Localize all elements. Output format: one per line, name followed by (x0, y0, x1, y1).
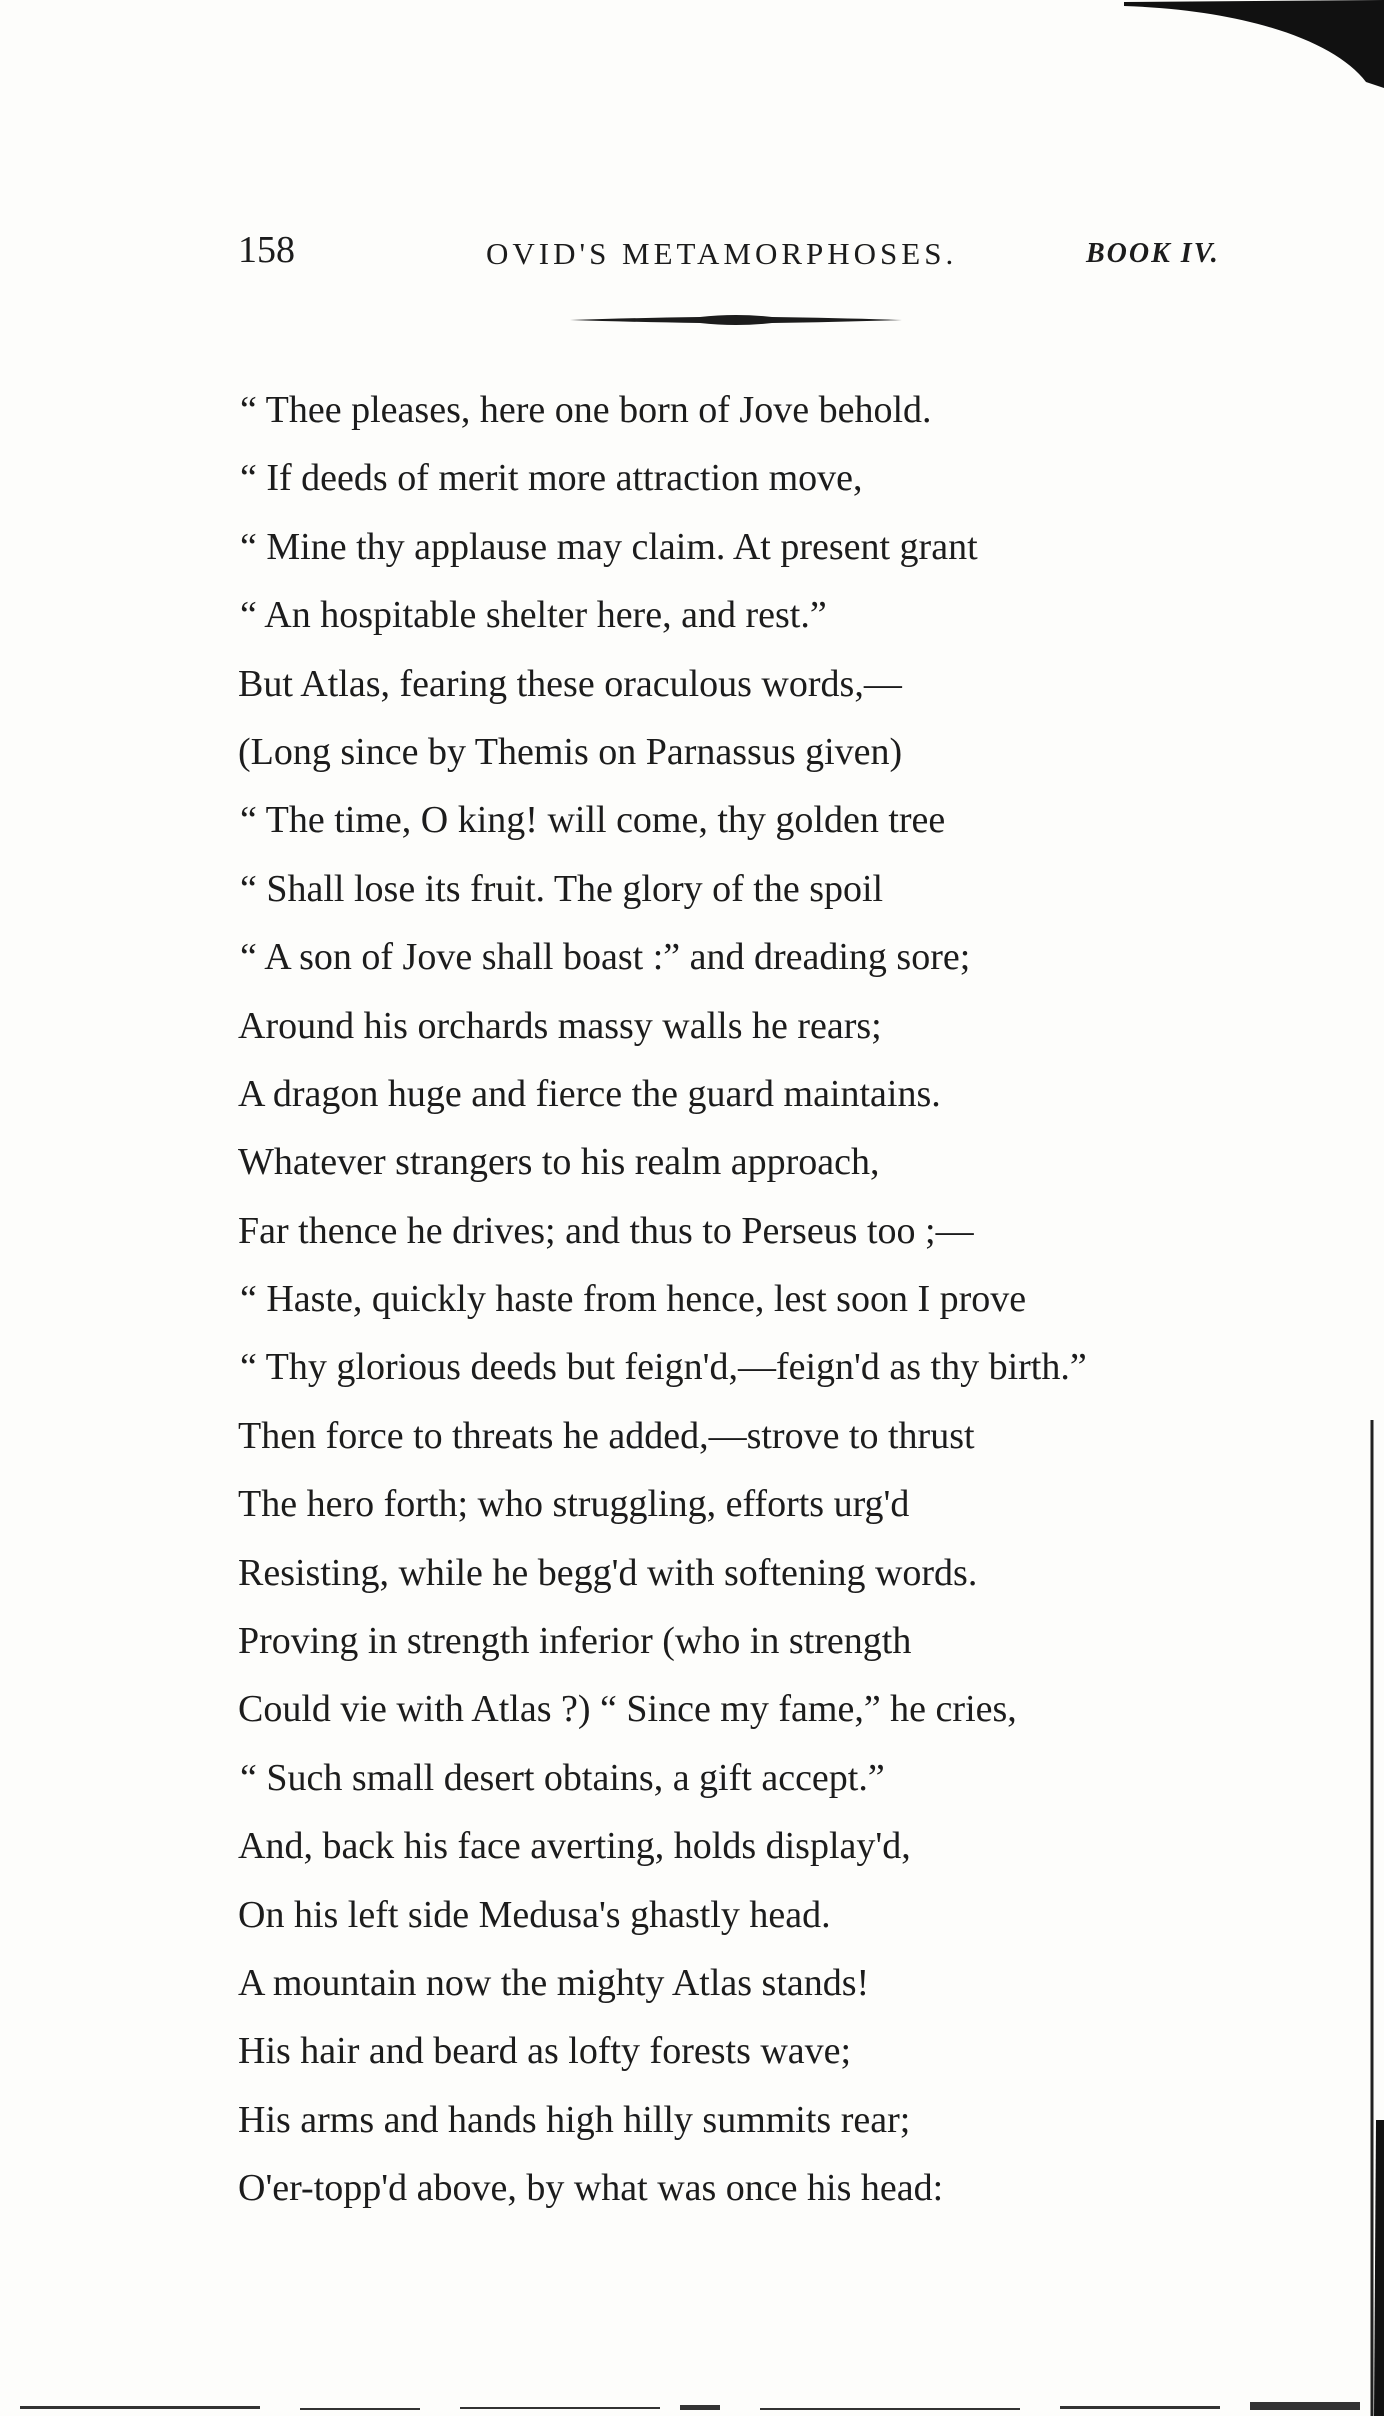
verse-line: A mountain now the mighty Atlas stands! (238, 1961, 870, 2004)
verse-line: Whatever strangers to his realm approach, (238, 1141, 880, 1184)
verse-line: But Atlas, fearing these oraculous words,— (238, 662, 902, 705)
page-header (0, 228, 1384, 288)
scan-edge-noise (0, 2386, 1384, 2416)
book-marker: BOOK IV. (1086, 238, 1220, 269)
verse-line: “ The time, O king! will come, thy golden tree (240, 799, 946, 842)
verse-line: “ Thy glorious deeds but feign'd,—feign'd as thy birth.” (240, 1346, 1087, 1389)
verse-line: His arms and hands high hilly summits rear; (238, 2098, 911, 2141)
running-title: OVID'S METAMORPHOSES. (486, 236, 958, 271)
verse-line: Could vie with Atlas ?) “ Since my fame,” he cries, (238, 1688, 1017, 1731)
verse-line: “ Haste, quickly haste from hence, lest soon I prove (240, 1278, 1027, 1321)
verse-line: “ An hospitable shelter here, and rest.” (240, 594, 827, 637)
verse-line: And, back his face averting, holds display'd, (238, 1825, 911, 1868)
verse-line: “ Thee pleases, here one born of Jove behold. (240, 389, 932, 431)
verse-line: “ Shall lose its fruit. The glory of the spoil (240, 867, 884, 910)
verse-line: Proving in strength inferior (who in strength (238, 1620, 912, 1663)
verse-line: O'er-topp'd above, by what was once his head: (238, 2167, 944, 2210)
verse-line: Resisting, while he begg'd with softening words. (238, 1551, 978, 1594)
verse-line: Around his orchards massy walls he rears; (238, 1004, 882, 1047)
verse-line: Far thence he drives; and thus to Perseus too ;— (238, 1209, 974, 1252)
verse-line: “ A son of Jove shall boast :” and dreading sore; (240, 936, 971, 979)
verse-line: On his left side Medusa's ghastly head. (238, 1893, 831, 1936)
ornamental-rule (570, 312, 902, 328)
page-number: 158 (238, 229, 295, 271)
verse-block (0, 376, 1384, 2223)
verse-line: “ Mine thy applause may claim. At present grant (240, 525, 978, 568)
verse-line: His hair and beard as lofty forests wave; (238, 2030, 852, 2073)
verse-line: A dragon huge and fierce the guard maintains. (238, 1072, 941, 1115)
verse-line: The hero forth; who struggling, efforts urg'd (238, 1483, 910, 1526)
verse-line: “ Such small desert obtains, a gift accept.” (240, 1756, 885, 1799)
page-curl-shadow (1084, 0, 1384, 90)
verse-line: (Long since by Themis on Parnassus given) (238, 730, 903, 773)
verse-line: Then force to threats he added,—strove to thrust (238, 1414, 975, 1457)
verse-line: “ If deeds of merit more attraction move, (240, 457, 863, 500)
